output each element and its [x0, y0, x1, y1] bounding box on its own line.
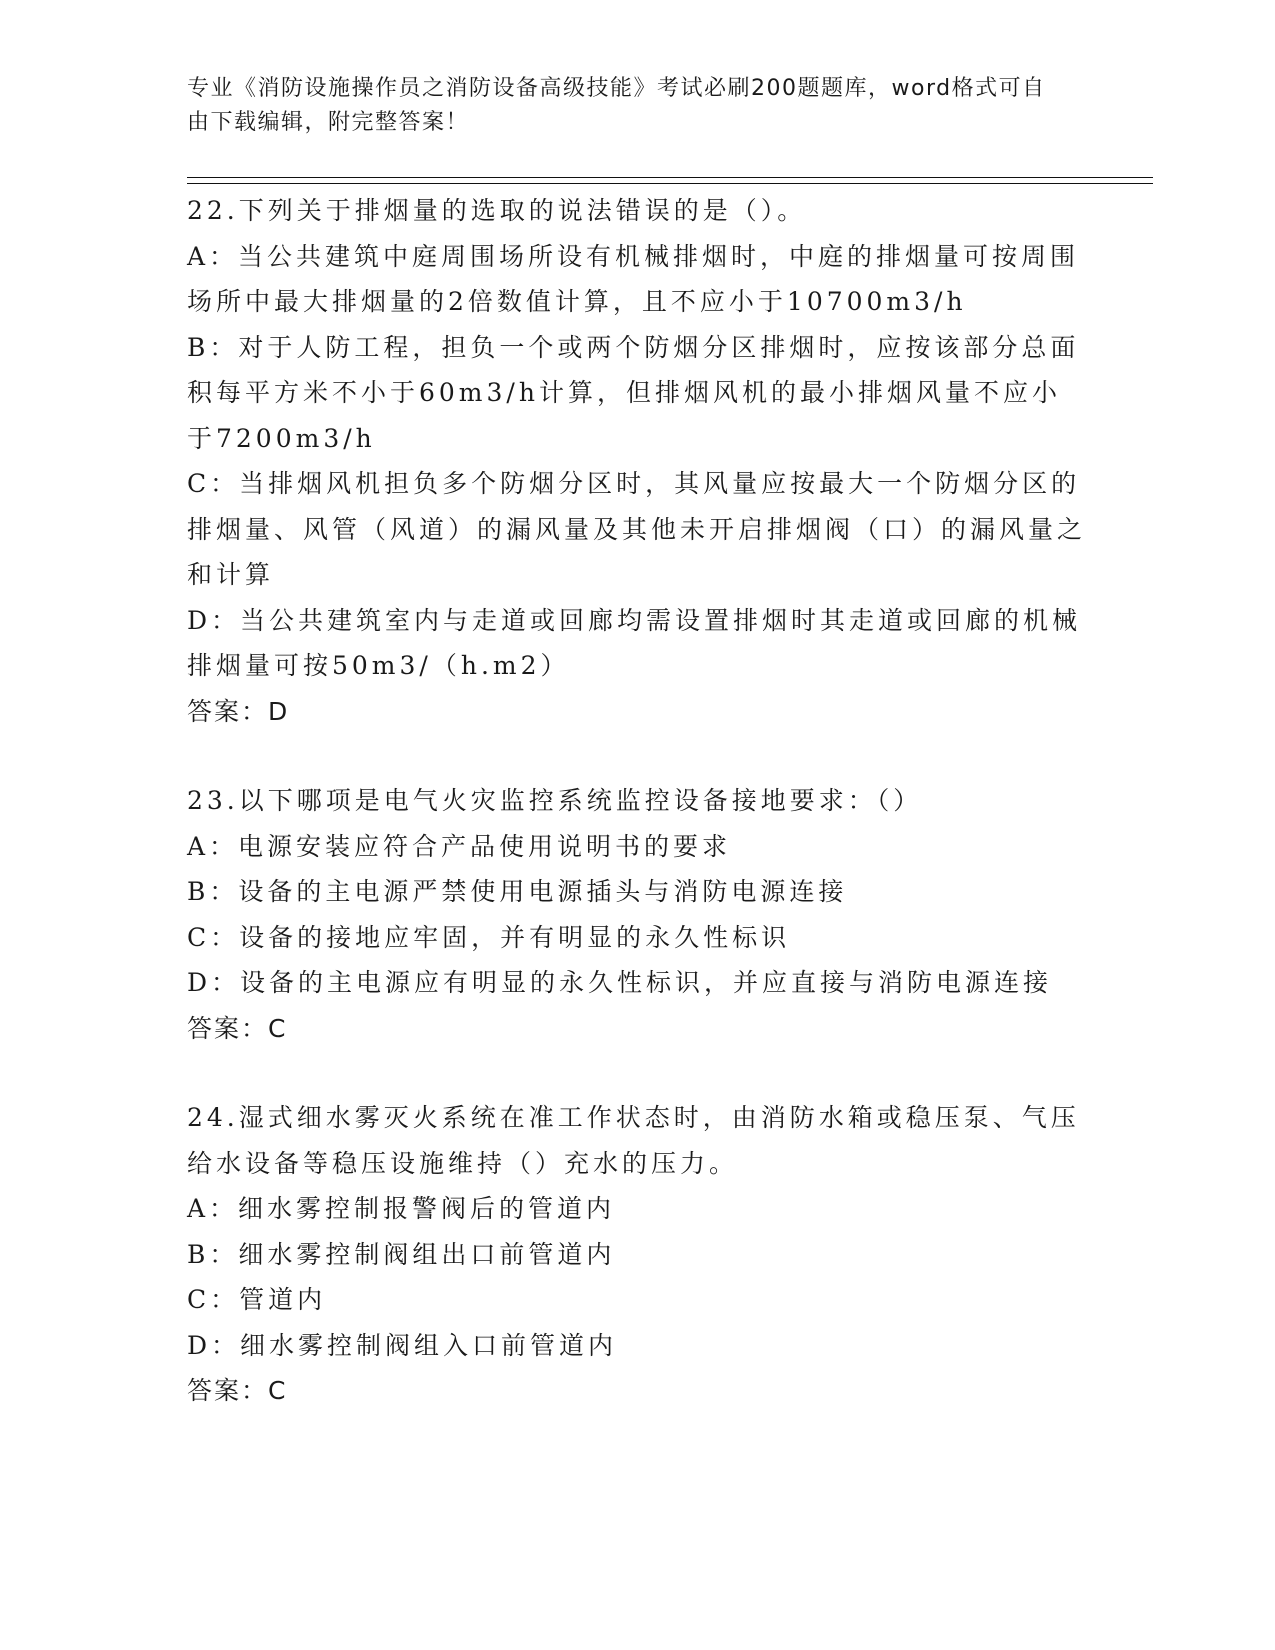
option-c: C：当排烟风机担负多个防烟分区时，其风量应按最大一个防烟分区的排烟量、风管（风道）的漏风量及其他未开启排烟阀（口）的漏风量之和计算 [187, 469, 1087, 589]
question-23 [187, 778, 1087, 1051]
answer-text: 答案：D [187, 696, 290, 726]
option-a: A：电源安装应符合产品使用说明书的要求 [187, 831, 732, 861]
question-stem: 23.以下哪项是电气火灾监控系统监控设备接地要求：（） [187, 786, 923, 815]
question-22 [187, 188, 1087, 734]
question-24 [187, 1095, 1087, 1414]
option-b: B：对于人防工程，担负一个或两个防烟分区排烟时，应按该部分总面积每平方米不小于60m3/h计算，但排烟风机的最小排烟风量不应小于7200m3/h [187, 332, 1080, 453]
document-header: 专业《消防设施操作员之消防设备高级技能》考试必刷200题题库，word格式可自由下载编辑，附完整答案！ [187, 76, 1046, 135]
option-b: B：设备的主电源严禁使用电源插头与消防电源连接 [187, 877, 848, 906]
option-c: C：设备的接地应牢固，并有明显的永久性标识 [187, 922, 791, 952]
option-c: C：管道内 [187, 1285, 327, 1314]
question-list [187, 188, 1087, 1414]
question-stem: 22.下列关于排烟量的选取的说法错误的是（）。 [187, 196, 807, 225]
question-stem: 24.湿式细水雾灭火系统在准工作状态时，由消防水箱或稳压泵、气压给水设备等稳压设施维持（）充水的压力。 [187, 1103, 1080, 1178]
option-a: A：细水雾控制报警阀后的管道内 [187, 1194, 616, 1223]
answer-text: 答案：C [187, 1376, 288, 1405]
answer-text: 答案：C [187, 1013, 288, 1043]
option-d: D：设备的主电源应有明显的永久性标识，并应直接与消防电源连接 [187, 968, 1053, 997]
option-d: D：当公共建筑室内与走道或回廊均需设置排烟时其走道或回廊的机械排烟量可按50m3/（h.m2） [187, 605, 1082, 680]
option-b: B：细水雾控制阀组出口前管道内 [187, 1239, 616, 1269]
option-d: D：细水雾控制阀组入口前管道内 [187, 1330, 618, 1360]
header-rule-top [187, 177, 1153, 178]
header-rule-bottom [187, 183, 1153, 184]
option-a: A：当公共建筑中庭周围场所设有机械排烟时，中庭的排烟量可按周围场所中最大排烟量的2倍数值计算，且不应小于10700m3/h [187, 241, 1080, 316]
